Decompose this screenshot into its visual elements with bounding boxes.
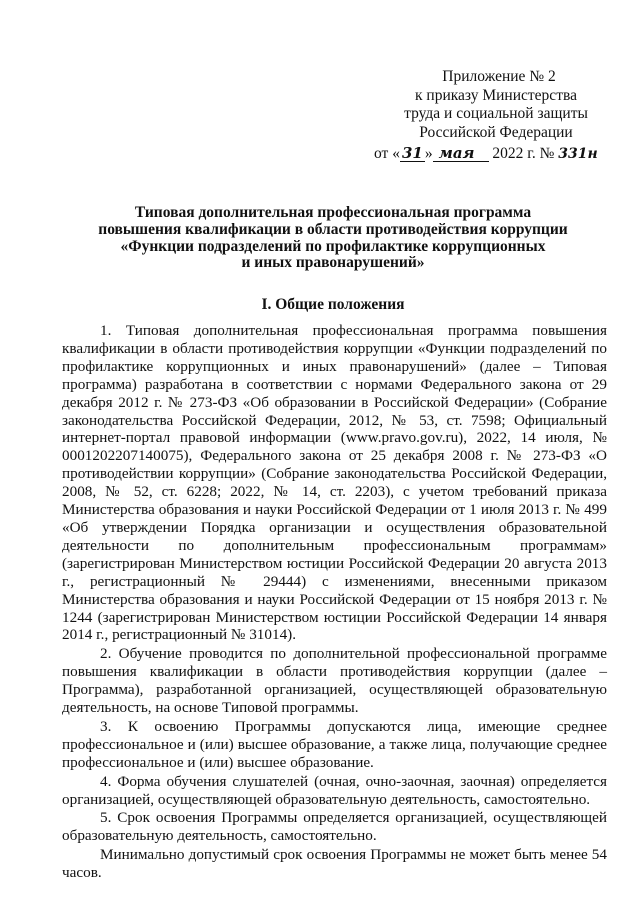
title-line-3: «Функции подразделений по профилактике коррупционных [120, 237, 546, 255]
annex-line-3: труда и социальной защиты [404, 105, 588, 122]
handwritten-month: мая [433, 145, 489, 162]
title-line-4: и иных правонарушений» [241, 254, 425, 272]
paragraph-4: 4. Форма обучения слушателей (очная, очно-заочная, заочная) определяется организацией, осуществляющей образовательную деятельность, самостоятельно. [62, 772, 607, 808]
paragraph-2: 2. Обучение проводится по дополнительной профессиональной программе повышения квалификации в области противодействия коррупции (далее – Программа), разработанной организацией, осуществляющей образовательную деятельность, на основе Типовой программы. [62, 645, 607, 717]
order-date-line [374, 145, 616, 164]
program-title [70, 205, 596, 272]
document-body [62, 322, 607, 882]
section-heading: I. Общие положения [261, 296, 405, 313]
title-line-1: Типовая дополнительная профессиональная программа [134, 204, 532, 221]
paragraph-6: Минимально допустимый срок освоения Программы не может быть менее 54 часов. [62, 846, 607, 882]
annex-line-2: к приказу Министерства [415, 86, 577, 104]
annex-line-4: Российской Федерации [419, 123, 573, 141]
paragraph-1: 1. Типовая дополнительная профессиональная программа повышения квалификации в области противодействия коррупции «Функции подразделений по профилактике коррупционных и иных правонарушений» (далее – Типовая программа) разработана в соответствии с нормами Федерального закона от 29 декабря 2012 г. № 273-ФЗ «Об образовании в Российской Федерации» (Собрание законодательства Российской Федерации, 2012, № 53, ст. 7598; Официальный интернет-портал правовой информации (www.pravo.gov.ru), 2022, 14 июля, № 0001202207140075), Федерального закона от 25 декабря 2008 г. № 273-ФЗ «О противодействии коррупции» (Собрание законодательства Российской Федерации, 2008, № 52, ст. 6228; 2022, № 14, ст. 2203), с учетом требований приказа Министерства образования и науки Российской Федерации от 1 июля 2013 г. № 499 «Об утверждении Порядка организации и осуществления образовательной деятельности по дополнительным профессиональным программам» (зарегистрирован Министерством юстиции Российской Федерации 20 августа 2013 г., регистрационный № 29444) с изменениями, внесенными приказом Министерства образования и науки Российской Федерации от 15 ноября 2013 г. № 1244 (зарегистрирован Министерством юстиции Российской Федерации 14 января 2014 г., регистрационный № 31014). [62, 322, 607, 644]
handwritten-day: 31 [401, 144, 423, 162]
annex-title: Приложение № 2 [442, 68, 556, 85]
paragraph-5: 5. Срок освоения Программы определяется организацией, осуществляющей образовательную деятельность, самостоятельно. [62, 809, 607, 845]
order-prefix: от « [374, 145, 400, 162]
annex-header [376, 68, 616, 164]
order-year: 2022 г. № [488, 145, 559, 162]
order-mid: » [424, 145, 433, 162]
title-line-2: повышения квалификации в области противодействия коррупции [98, 220, 568, 238]
paragraph-3: 3. К освоению Программы допускаются лица, имеющие среднее профессиональное и (или) высшее образование, а также лица, получающие среднее профессиональное и (или) высшее образование. [62, 717, 607, 771]
handwritten-order-number: 331н [558, 146, 598, 162]
